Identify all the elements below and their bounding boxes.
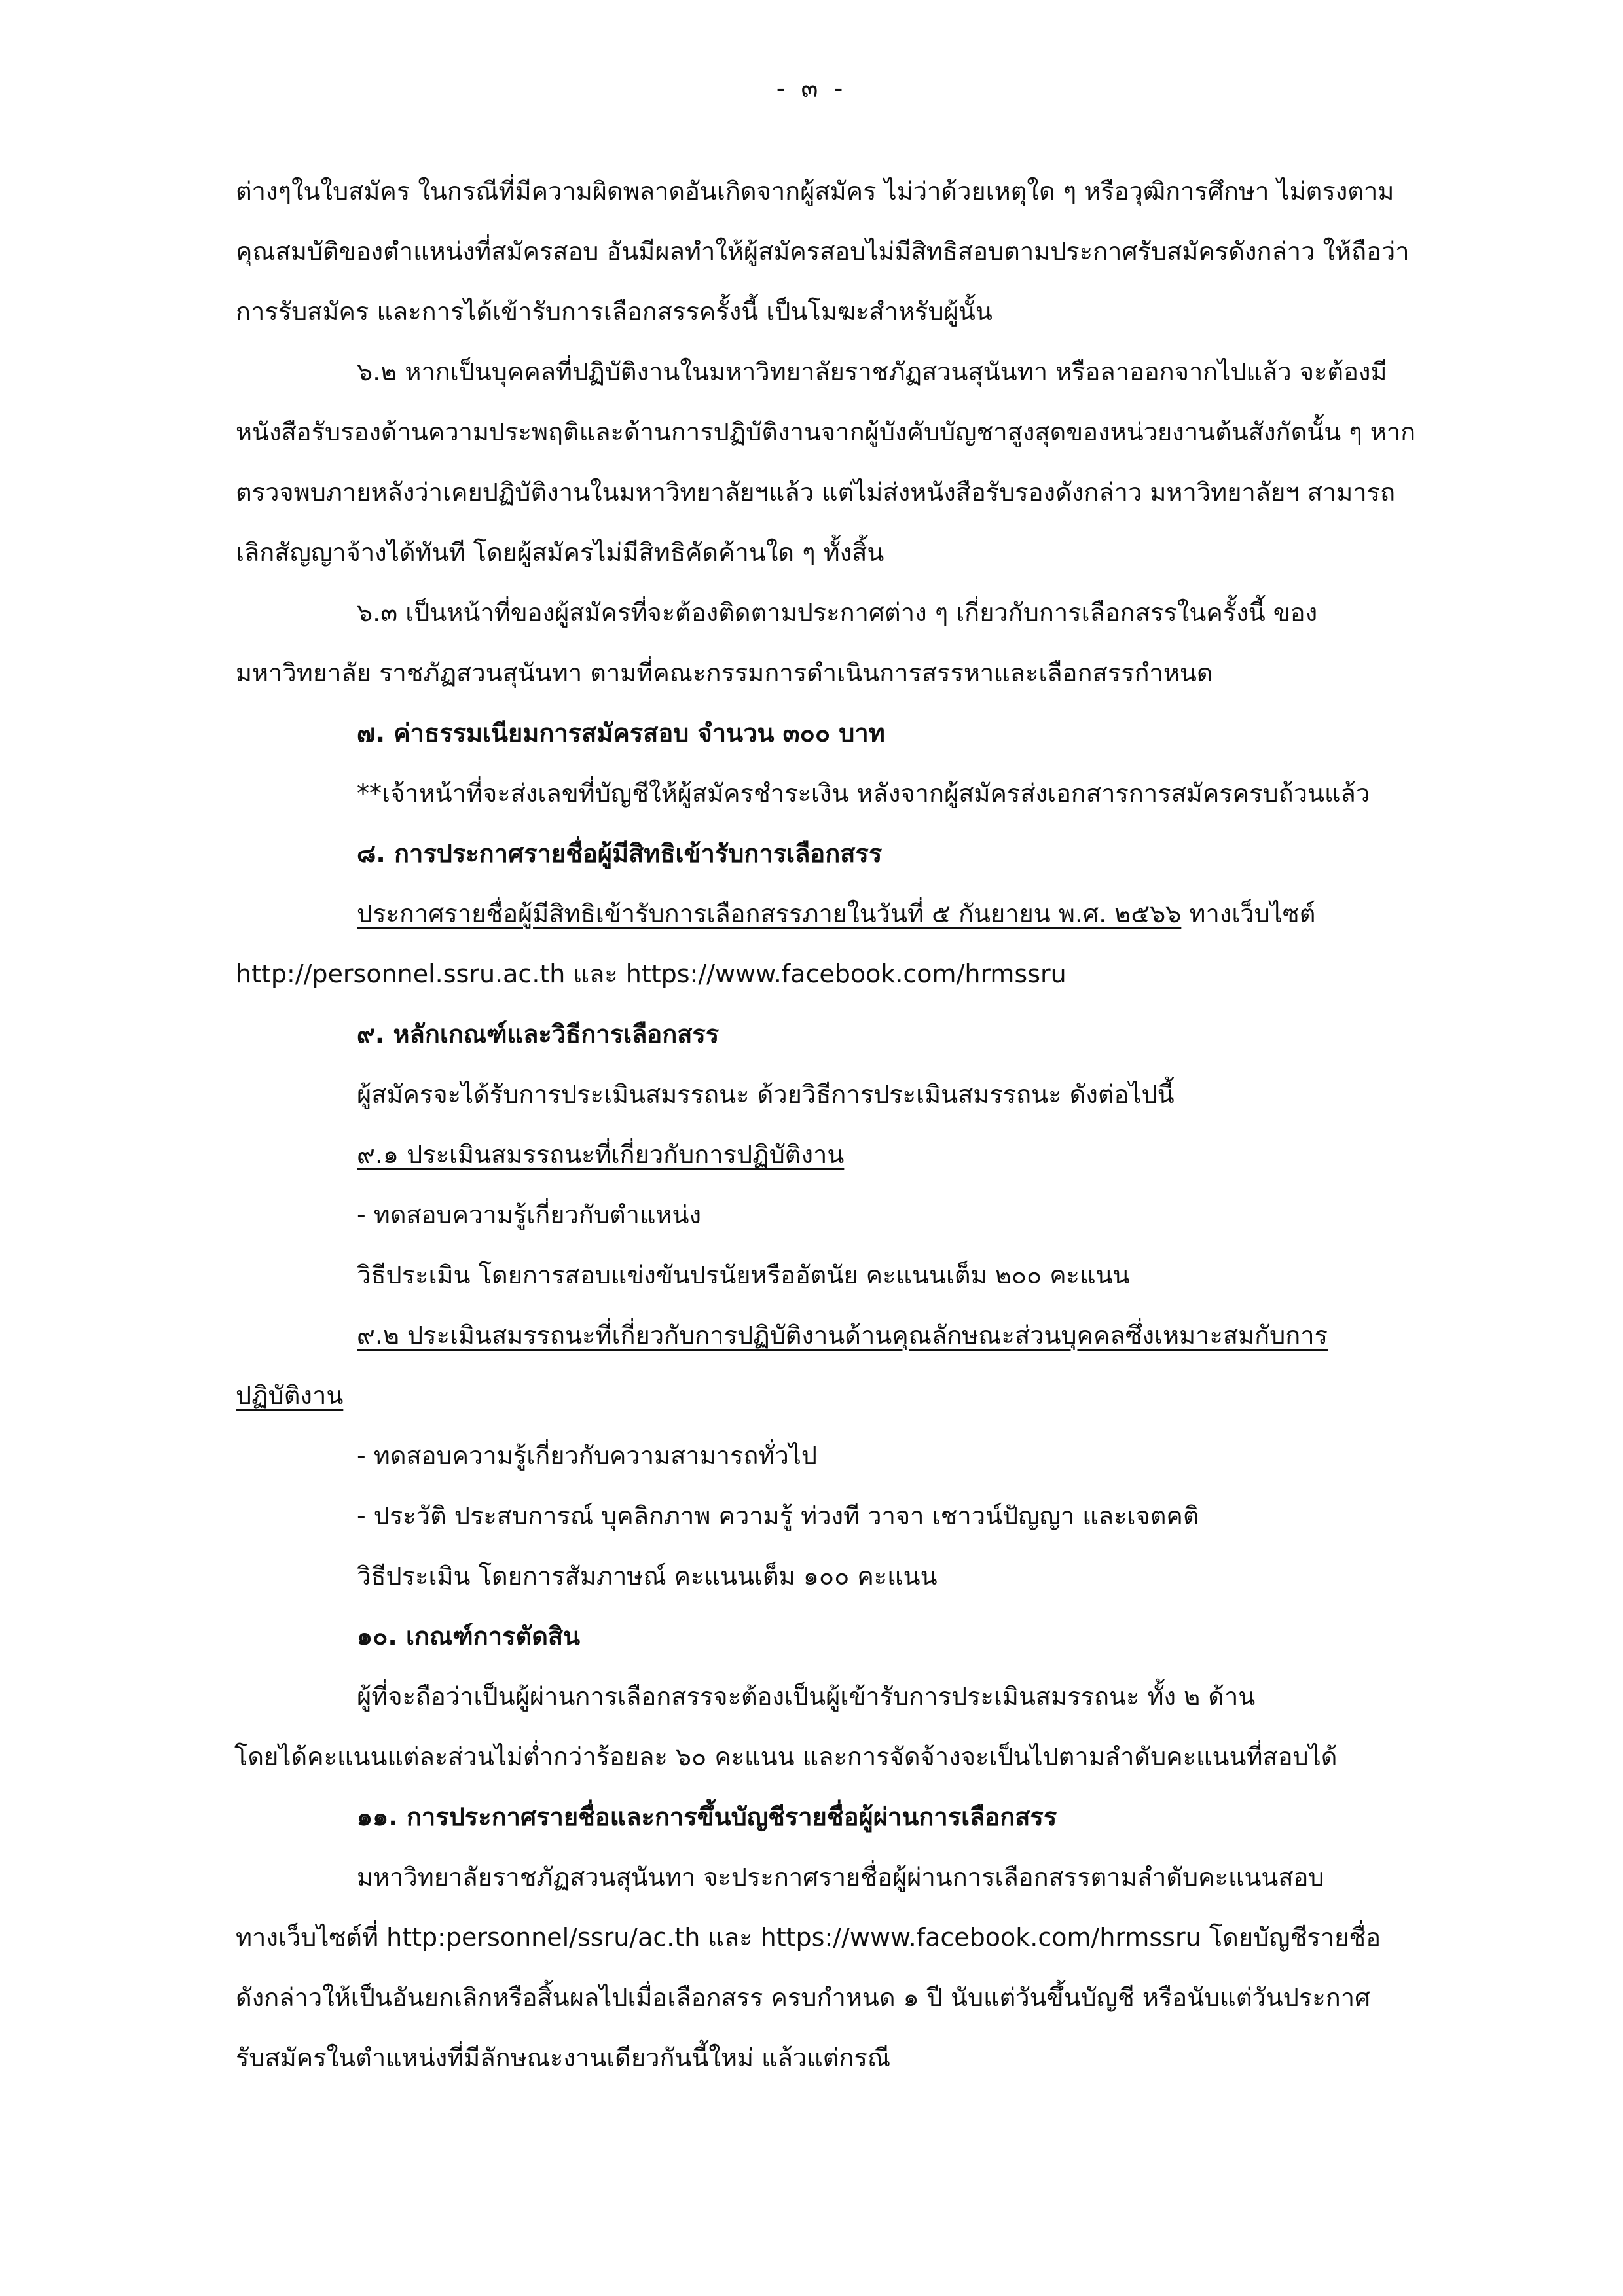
list-item: - ทดสอบความรู้เกี่ยวกับตำแหน่ง bbox=[357, 1200, 702, 1229]
subsection-heading-9-1 bbox=[357, 1135, 1467, 1174]
paragraph-line: ผู้ที่จะถือว่าเป็นผู้ผ่านการเลือกสรรจะต้องเป็นผู้เข้ารับการประเมินสมรรถนะ ทั้ง ๒ ด้าน bbox=[357, 1682, 1256, 1711]
paragraph-line: **เจ้าหน้าที่จะส่งเลขที่บัญชีให้ผู้สมัครชำระเงิน หลังจากผู้สมัครส่งเอกสารการสมัครครบถ้วนแล้ว bbox=[357, 779, 1370, 808]
section-heading-11: ๑๑. การประกาศรายชื่อและการขึ้นบัญชีรายชื่อผู้ผ่านการเลือกสรร bbox=[357, 1803, 1057, 1831]
paragraph-line: คุณสมบัติของตำแหน่งที่สมัครสอบ อันมีผลทำให้ผู้สมัครสอบไม่มีสิทธิสอบตามประกาศรับสมัครดังกล่าว ให้ถือว่า bbox=[236, 237, 1410, 266]
website-links: http://personnel.ssru.ac.th และ https://www.facebook.com/hrmssru bbox=[236, 960, 1067, 988]
page-number: - ๓ - bbox=[776, 74, 847, 103]
subsection-heading-text: ๙.๑ ประเมินสมรรถนะที่เกี่ยวกับการปฏิบัติงาน bbox=[357, 1140, 845, 1169]
paragraph-line: ๖.๓ เป็นหน้าที่ของผู้สมัครที่จะต้องติดตามประกาศต่าง ๆ เกี่ยวกับการเลือกสรรในครั้งนี้ ของ bbox=[357, 598, 1318, 627]
paragraph-line: โดยได้คะแนนแต่ละส่วนไม่ต่ำกว่าร้อยละ ๖๐ คะแนน และการจัดจ้างจะเป็นไปตามลำดับคะแนนที่สอบได้ bbox=[234, 1742, 1338, 1771]
subsection-heading-9-2 bbox=[357, 1316, 1467, 1355]
paragraph-line: ทางเว็บไซต์ที่ http:personnel/ssru/ac.th และ https://www.facebook.com/hrmssru โดยบัญชีรายชื่อ bbox=[236, 1923, 1381, 1952]
paragraph-line: เลิกสัญญาจ้างได้ทันที โดยผู้สมัครไม่มีสิทธิคัดค้านใด ๆ ทั้งสิ้น bbox=[236, 538, 884, 567]
paragraph-line: มหาวิทยาลัย ราชภัฏสวนสุนันทา ตามที่คณะกรรมการดำเนินการสรรหาและเลือกสรรกำหนด bbox=[236, 658, 1213, 687]
paragraph-line: ดังกล่าวให้เป็นอันยกเลิกหรือสิ้นผลไปเมื่อเลือกสรร ครบกำหนด ๑ ปี นับแต่วันขึ้นบัญชี หรือนับแต่วันประกาศ bbox=[236, 1983, 1371, 2012]
paragraph-line: ต่างๆในใบสมัคร ในกรณีที่มีความผิดพลาดอันเกิดจากผู้สมัคร ไม่ว่าด้วยเหตุใด ๆ หรือวุฒิการศึกษา ไม่ตรงตาม bbox=[236, 177, 1395, 206]
paragraph-line: วิธีประเมิน โดยการสัมภาษณ์ คะแนนเต็ม ๑๐๐ คะแนน bbox=[357, 1562, 938, 1590]
announcement-line bbox=[357, 894, 1467, 933]
paragraph-line: มหาวิทยาลัยราชภัฏสวนสุนันทา จะประกาศรายชื่อผู้ผ่านการเลือกสรรตามลำดับคะแนนสอบ bbox=[357, 1863, 1324, 1892]
paragraph-line: ผู้สมัครจะได้รับการประเมินสมรรถนะ ด้วยวิธีการประเมินสมรรถนะ ดังต่อไปนี้ bbox=[357, 1080, 1175, 1109]
paragraph-line: ๖.๒ หากเป็นบุคคลที่ปฏิบัติงานในมหาวิทยาลัยราชภัฏสวนสุนันทา หรือลาออกจากไปแล้ว จะต้องมี bbox=[357, 357, 1387, 386]
section-heading-9: ๙. หลักเกณฑ์และวิธีการเลือกสรร bbox=[357, 1020, 720, 1049]
list-item: - ทดสอบความรู้เกี่ยวกับความสามารถทั่วไป bbox=[357, 1441, 818, 1470]
section-heading-10: ๑๐. เกณฑ์การตัดสิน bbox=[357, 1622, 581, 1651]
subsection-heading-text: ๙.๒ ประเมินสมรรถนะที่เกี่ยวกับการปฏิบัติงานด้านคุณลักษณะส่วนบุคคลซึ่งเหมาะสมกับการ bbox=[357, 1321, 1328, 1350]
paragraph-line: ตรวจพบภายหลังว่าเคยปฏิบัติงานในมหาวิทยาลัยฯแล้ว แต่ไม่ส่งหนังสือรับรองดังกล่าว มหาวิทยาลัยฯ สามารถ bbox=[236, 478, 1396, 507]
paragraph-line: วิธีประเมิน โดยการสอบแข่งขันปรนัยหรืออัตนัย คะแนนเต็ม ๒๐๐ คะแนน bbox=[357, 1261, 1130, 1289]
section-heading-8: ๘. การประกาศรายชื่อผู้มีสิทธิเข้ารับการเลือกสรร bbox=[357, 839, 883, 868]
paragraph-line: หนังสือรับรองด้านความประพฤติและด้านการปฏิบัติงานจากผู้บังคับบัญชาสูงสุดของหน่วยงานต้นสังกัดนั้น ๆ หาก bbox=[236, 418, 1416, 446]
list-item: - ประวัติ ประสบการณ์ บุคลิกภาพ ความรู้ ท่วงที วาจา เชาวน์ปัญญา และเจตคติ bbox=[357, 1501, 1199, 1530]
paragraph-line: การรับสมัคร และการได้เข้ารับการเลือกสรรครั้งนี้ เป็นโมฆะสำหรับผู้นั้น bbox=[236, 297, 993, 326]
subsection-heading-text: ปฏิบัติงาน bbox=[236, 1381, 344, 1410]
section-heading-7: ๗. ค่าธรรมเนียมการสมัครสอบ จำนวน ๓๐๐ บาท bbox=[357, 719, 885, 747]
paragraph-line: รับสมัครในตำแหน่งที่มีลักษณะงานเดียวกันนี้ใหม่ แล้วแต่กรณี bbox=[236, 2043, 891, 2072]
subsection-heading-9-2-cont bbox=[236, 1376, 1467, 1415]
announcement-date-text: ประกาศรายชื่อผู้มีสิทธิเข้ารับการเลือกสรรภายในวันที่ ๕ กันยายน พ.ศ. ๒๕๖๖ bbox=[357, 899, 1182, 928]
website-label: ทางเว็บไซต์ bbox=[1181, 899, 1316, 928]
